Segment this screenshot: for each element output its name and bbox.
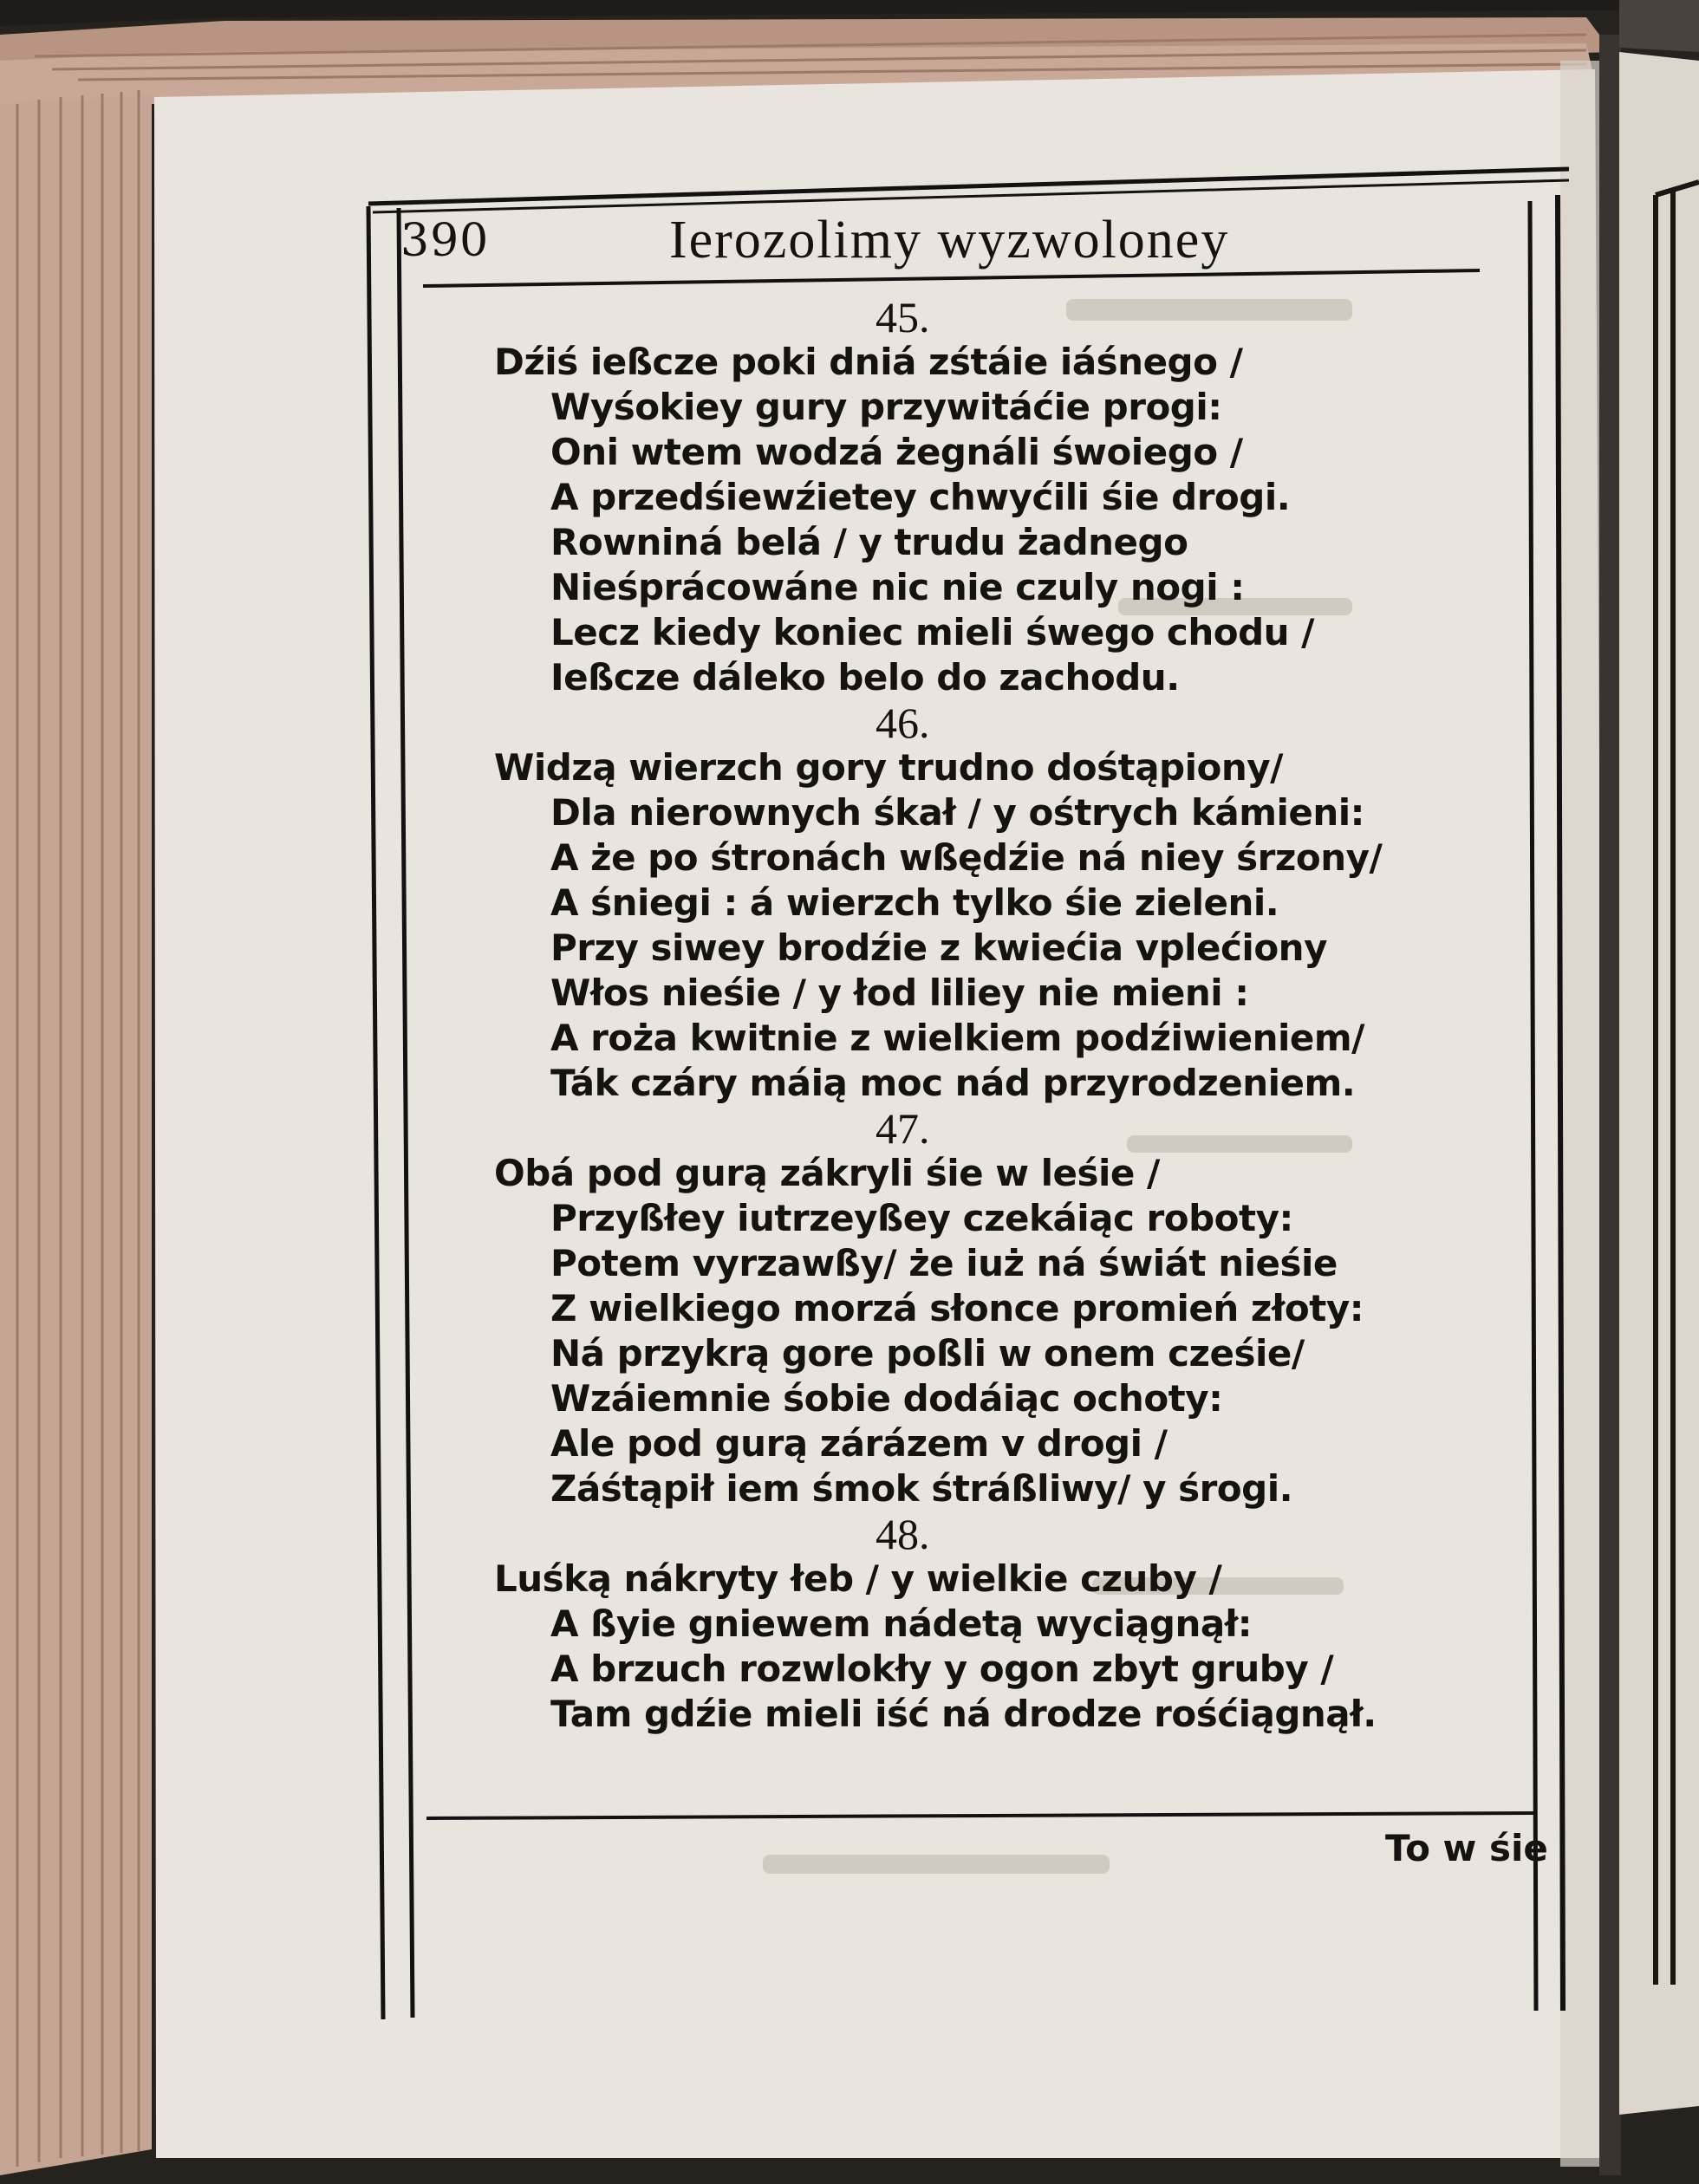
- verse-line: Z wielkiego morzá słonce promień złoty:: [550, 1287, 1364, 1329]
- verse-line: Przy siwey brodźie z kwiećia vplećiony: [550, 926, 1327, 969]
- verse-line: Wzáiemnie śobie dodáiąc ochoty:: [550, 1377, 1223, 1420]
- verse-line: Potem vyrzawßy/ że iuż ná świát nieśie: [550, 1242, 1338, 1284]
- stanza-number: 46.: [876, 699, 930, 747]
- verse-line: Ießcze dáleko belo do zachodu.: [550, 656, 1180, 699]
- verse-line: Tam gdźie mieli iść ná drodze rośćiągnął.: [550, 1693, 1377, 1735]
- verse-line: A śniegi : á wierzch tylko śie zieleni.: [550, 881, 1279, 924]
- facing-page: [1619, 52, 1699, 2115]
- verse-line: Obá pod gurą zákryli śie w leśie /: [494, 1152, 1160, 1194]
- verse-line: Nieśprácowáne nic nie czuly nogi :: [550, 566, 1245, 608]
- stanza-number: 47.: [876, 1104, 930, 1153]
- stanza-45: [494, 295, 1517, 700]
- verse-line: A przedśiewźietey chwyćili śie drogi.: [550, 476, 1291, 518]
- verse-line: A brzuch rozwlokły y ogon zbyt gruby /: [550, 1648, 1334, 1690]
- verse-line: Przyßłey iutrzeyßey czekáiąc roboty:: [550, 1197, 1293, 1239]
- verse-line: Záśtąpił iem śmok śtráßliwy/ y śrogi.: [550, 1467, 1293, 1510]
- stanza-number: 48.: [876, 1510, 930, 1558]
- stanza-47: [494, 1106, 1517, 1511]
- verse-line: Widzą wierzch gory trudno dośtąpiony/: [494, 746, 1283, 789]
- verse-line: Luśką nákryty łeb / y wielkie czuby /: [494, 1557, 1222, 1600]
- verse-line: Ták czáry máią moc nád przyrodzeniem.: [550, 1062, 1356, 1104]
- catchword: To w śie: [1385, 1827, 1548, 1869]
- stanza-number: 45.: [876, 293, 930, 341]
- verse-line: A że po śtronách wßędźie ná niey śrzony/: [550, 836, 1383, 879]
- verse-line: Rowniná belá / y trudu żadnego: [550, 521, 1188, 563]
- stanza-46: [494, 700, 1517, 1106]
- verse-line: Wyśokiey gury przywitáćie progi:: [550, 386, 1222, 428]
- verse-line: Lecz kiedy koniec mieli śwego chodu /: [550, 611, 1315, 653]
- verse-line: A roża kwitnie z wielkiem podźiwieniem/: [550, 1017, 1364, 1059]
- verse-line: Dla nierownych śkał / y ośtrych kámieni:: [550, 791, 1364, 834]
- running-header: [400, 205, 1501, 283]
- poem-text: [494, 295, 1517, 1737]
- verse-line: Ná przykrą gore poßli w onem cześie/: [550, 1332, 1305, 1375]
- verse-line: A ßyie gniewem nádetą wyciągnął:: [550, 1602, 1253, 1645]
- verse-line: Włos nieśie / y łod liliey nie mieni :: [550, 972, 1249, 1014]
- verse-line: Dźiś ießcze poki dniá zśtáie iáśnego /: [494, 341, 1243, 383]
- page-number: 390: [400, 215, 490, 267]
- book-title: Ierozolimy wyzwoloney: [669, 211, 1230, 270]
- verse-line: Oni wtem wodzá żegnáli śwoiego /: [550, 431, 1243, 473]
- stanza-48: [494, 1511, 1517, 1737]
- verse-line: Ale pod gurą zárázem v drogi /: [550, 1422, 1168, 1465]
